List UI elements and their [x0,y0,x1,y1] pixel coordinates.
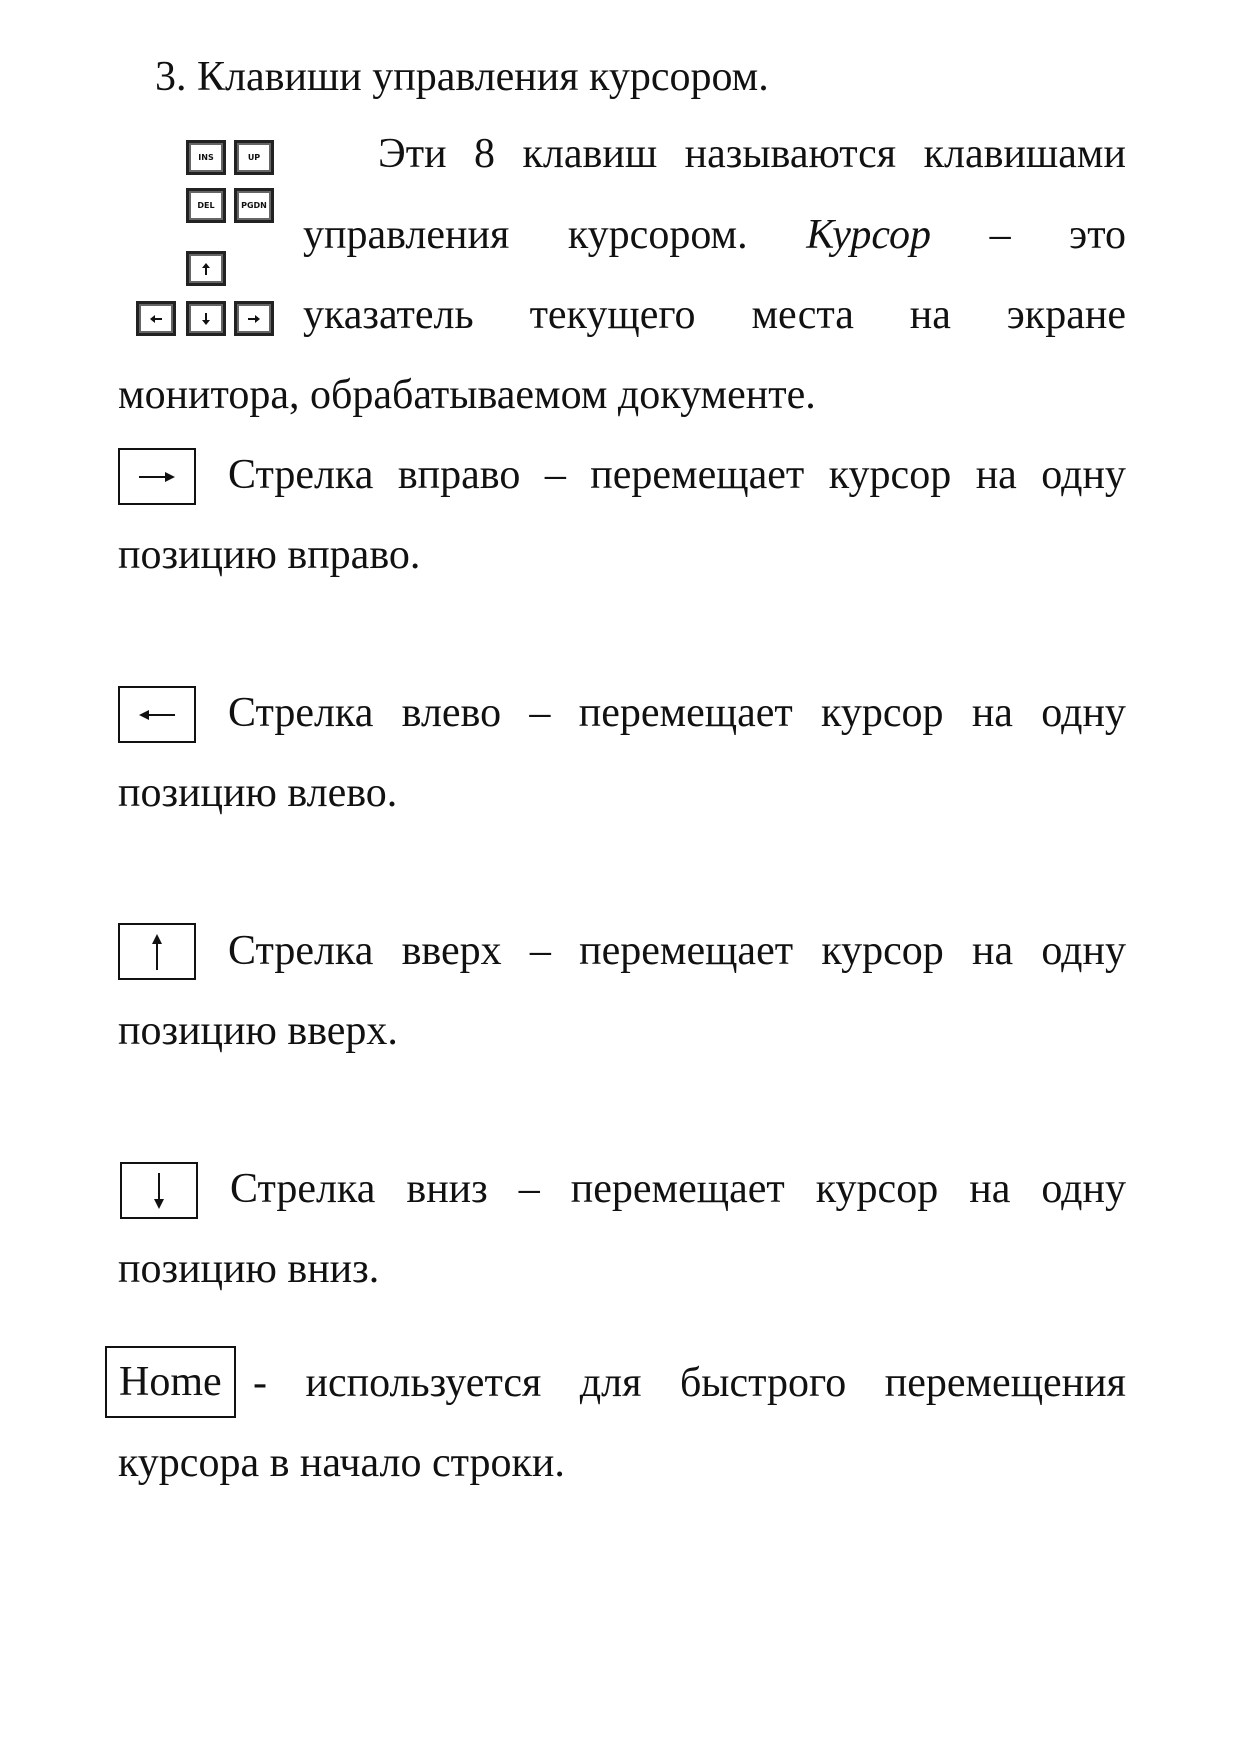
item-down-line-1: Стрелка вниз – перемещает курсор на одну [230,1166,1126,1212]
left-arrow-key-icon [136,301,176,336]
item-left-line-2: позицию влево. [118,770,398,816]
del-key-icon: DEL [186,188,226,223]
down-arrow-key-icon [186,301,226,336]
arrow-down-icon [152,1171,166,1211]
down-arrow-key [120,1162,198,1219]
item-down-line-2: позицию вниз. [118,1246,380,1292]
item-up-line-1: Стрелка вверх – перемещает курсор на одну [228,928,1126,974]
up-key-icon: UP [234,140,274,175]
item-home-line-1: - используется для быстрого перемещения [253,1360,1126,1406]
intro-line-2: управления курсором. Курсор – это [303,212,1126,258]
intro-line-1: Эти 8 клавиш называются клавишами [378,131,1126,177]
ins-key-icon: INS [186,140,226,175]
up-arrow-key [118,923,196,980]
section-heading: 3. Клавиши управления курсором. [155,54,769,100]
pgdn-key-icon: PGDN [234,188,274,223]
up-arrow-key-icon [186,251,226,286]
right-arrow-key-icon [234,301,274,336]
item-home-line-2: курсора в начало строки. [118,1440,565,1486]
term-cursor: Курсор [806,212,931,258]
arrow-right-icon [137,470,177,484]
intro-line-3: указатель текущего места на экране [303,292,1126,338]
item-right-line-1: Стрелка вправо – перемещает курсор на одну [228,452,1126,498]
home-key: Home [105,1346,236,1418]
item-left-line-1: Стрелка влево – перемещает курсор на одну [228,690,1126,736]
item-up-line-2: позицию вверх. [118,1008,398,1054]
arrow-up-icon [150,932,164,972]
arrow-left-icon [137,708,177,722]
left-arrow-key [118,686,196,743]
intro-line-4: монитора, обрабатываемом документе. [118,372,816,418]
right-arrow-key [118,448,196,505]
item-right-line-2: позицию вправо. [118,532,421,578]
